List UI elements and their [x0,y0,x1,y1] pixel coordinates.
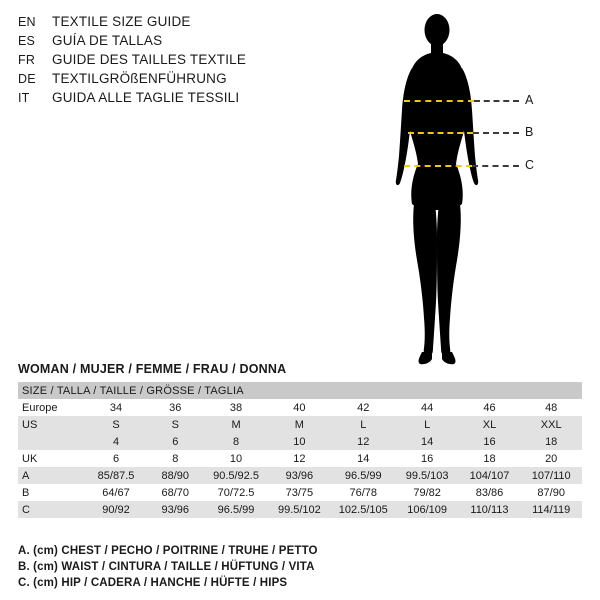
language-row [18,33,348,52]
cell: 4 [86,433,147,450]
table-header-label: SIZE / TALLA / TAILLE / GRÖSSE / TAGLIA [18,382,582,399]
language-code: EN [18,15,36,29]
legend-row-a: A. (cm) CHEST / PECHO / POITRINE / TRUHE / PETTO [18,545,318,557]
measure-line-b-extension [473,132,519,134]
cell: 87/90 [520,484,582,501]
cell: 68/70 [146,484,204,501]
measure-line-b-yellow [408,132,473,134]
cell: 85/87.5 [86,467,147,484]
language-title: TEXTILE SIZE GUIDE [52,14,191,29]
measure-line-c-yellow [404,165,472,167]
language-row [18,71,348,90]
cell: 14 [396,433,459,450]
cell: 12 [268,450,331,467]
table-header-row [18,382,582,399]
cell: 99.5/102 [268,501,331,518]
language-title: GUIDE DES TAILLES TEXTILE [52,52,247,67]
cell: L [396,416,459,433]
cell: 10 [268,433,331,450]
cell: 93/96 [146,501,204,518]
language-title: GUÍA DE TALLAS [52,33,163,48]
cell: 36 [146,399,204,416]
table-row [18,450,582,467]
cell: M [204,416,268,433]
row-label: Europe [18,399,86,416]
legend-row-b: B. (cm) WAIST / CINTURA / TAILLE / HÜFTUNG / VITA [18,561,315,573]
cell: 90/92 [86,501,147,518]
cell: 40 [268,399,331,416]
cell: 73/75 [268,484,331,501]
cell: 90.5/92.5 [204,467,268,484]
cell: 70/72.5 [204,484,268,501]
measure-label-b: B [525,125,534,139]
row-label [18,433,86,450]
language-row [18,90,348,109]
cell: 14 [331,450,396,467]
table-row [18,501,582,518]
cell: 106/109 [396,501,459,518]
table-row [18,416,582,433]
legend-row-c: C. (cm) HIP / CADERA / HANCHE / HÜFTE / HIPS [18,577,288,589]
cell: 93/96 [268,467,331,484]
cell: 18 [520,433,582,450]
cell: 16 [459,433,521,450]
cell: 6 [86,450,147,467]
row-label: B [18,484,86,501]
measure-label-a: A [525,93,534,107]
language-row [18,14,348,33]
cell: 12 [331,433,396,450]
cell: 110/113 [459,501,521,518]
cell: 96.5/99 [331,467,396,484]
language-code: FR [18,53,36,67]
cell: L [331,416,396,433]
language-code: DE [18,72,36,86]
cell: 114/119 [520,501,582,518]
language-row [18,52,348,71]
row-label: US [18,416,86,433]
cell: XXL [520,416,582,433]
cell: 104/107 [459,467,521,484]
cell: 10 [204,450,268,467]
table-row [18,484,582,501]
female-silhouette-figure [362,8,592,373]
measure-line-a-extension [474,100,519,102]
cell: 44 [396,399,459,416]
language-titles-block [18,14,348,109]
cell: 88/90 [146,467,204,484]
cell: 34 [86,399,147,416]
cell: 96.5/99 [204,501,268,518]
cell: 48 [520,399,582,416]
cell: 99.5/103 [396,467,459,484]
measure-line-a-yellow [404,100,474,102]
cell: 64/67 [86,484,147,501]
cell: 18 [459,450,521,467]
language-title: TEXTILGRÖßENFÜHRUNG [52,71,227,86]
size-table [18,382,582,518]
measure-line-c-extension [472,165,519,167]
cell: 46 [459,399,521,416]
section-heading-woman: WOMAN / MUJER / FEMME / FRAU / DONNA [18,362,287,376]
cell: 6 [146,433,204,450]
language-code: ES [18,34,36,48]
table-row [18,433,582,450]
row-label: C [18,501,86,518]
measure-label-c: C [525,158,535,172]
row-label: A [18,467,86,484]
cell: 83/86 [459,484,521,501]
cell: 8 [204,433,268,450]
cell: M [268,416,331,433]
row-label: UK [18,450,86,467]
cell: 107/110 [520,467,582,484]
measurement-legend [18,543,488,591]
table-row [18,399,582,416]
cell: 8 [146,450,204,467]
cell: S [86,416,147,433]
language-code: IT [18,91,30,105]
cell: XL [459,416,521,433]
cell: S [146,416,204,433]
cell: 79/82 [396,484,459,501]
cell: 102.5/105 [331,501,396,518]
cell: 16 [396,450,459,467]
silhouette-icon [362,8,592,373]
cell: 20 [520,450,582,467]
language-title: GUIDA ALLE TAGLIE TESSILI [52,90,240,105]
table-row [18,467,582,484]
cell: 76/78 [331,484,396,501]
cell: 38 [204,399,268,416]
cell: 42 [331,399,396,416]
